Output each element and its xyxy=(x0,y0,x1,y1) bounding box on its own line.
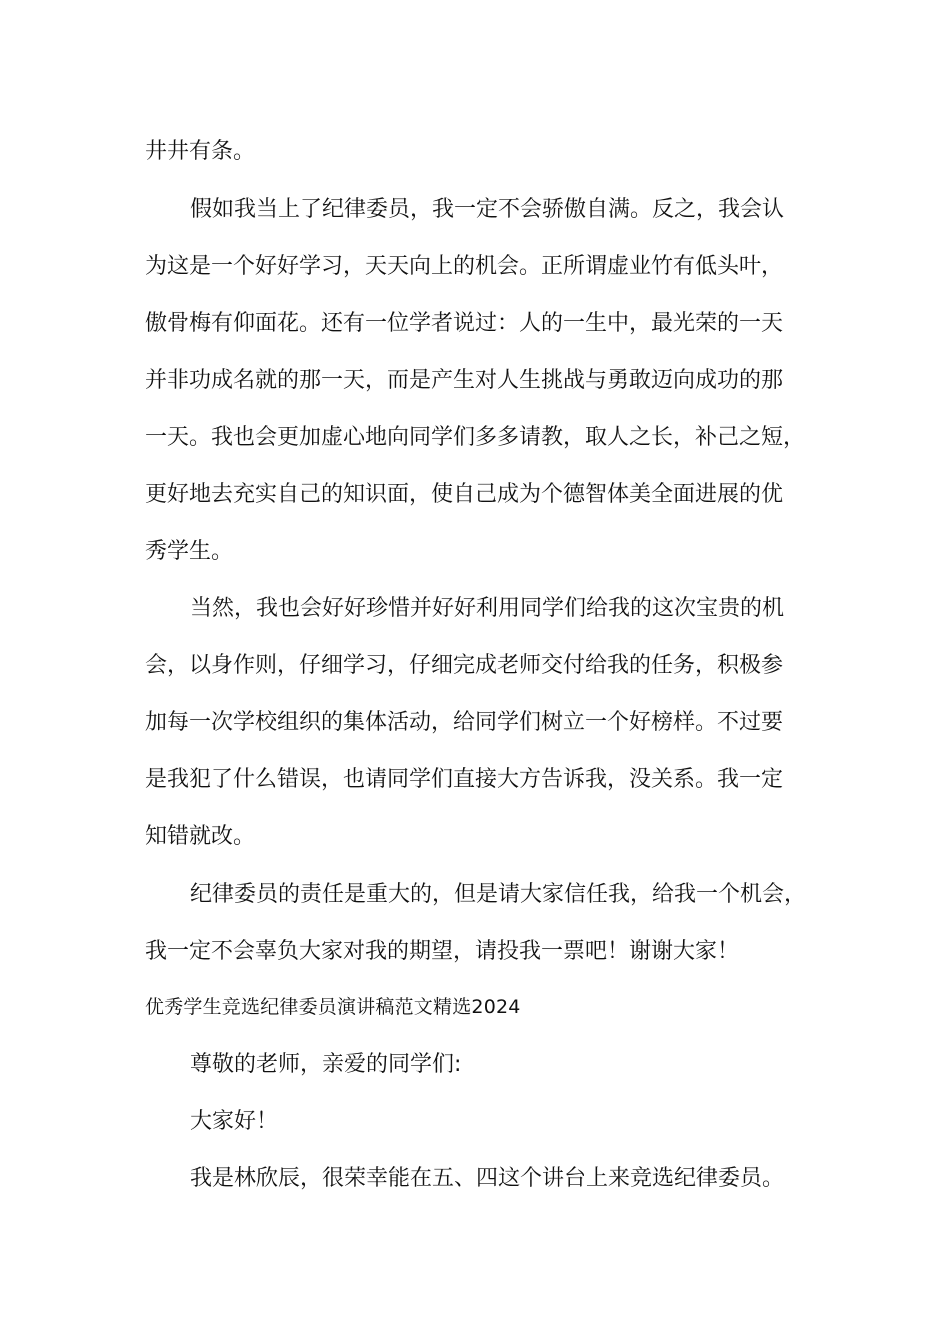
text-line: 秀学生。 xyxy=(145,539,234,564)
text-line: 我一定不会辜负大家对我的期望，请投我一票吧！谢谢大家！ xyxy=(145,939,740,964)
text-line: 为这是一个好好学习，天天向上的机会。正所谓虚业竹有低头叶， xyxy=(145,254,784,279)
text-line: 会，以身作则，仔细学习，仔细完成老师交付给我的任务，积极参 xyxy=(145,653,784,678)
paragraph-first-line: 纪律委员的责任是重大的，但是请大家信任我，给我一个机会， xyxy=(190,882,807,907)
text-line: 是我犯了什么错误，也请同学们直接大方告诉我，没关系。我一定 xyxy=(145,767,784,792)
section-heading: 优秀学生竞选纪律委员演讲稿范文精选2024 xyxy=(145,996,521,1018)
text-line: 井井有条。 xyxy=(145,139,256,164)
greeting: 大家好！ xyxy=(190,1109,279,1134)
salutation: 尊敬的老师，亲爱的同学们: xyxy=(190,1052,462,1077)
paragraph-first-line: 我是林欣辰，很荣幸能在五、四这个讲台上来竞选纪律委员。 xyxy=(190,1166,785,1191)
text-line: 傲骨梅有仰面花。还有一位学者说过：人的一生中，最光荣的一天 xyxy=(145,311,784,336)
text-line: 一天。我也会更加虚心地向同学们多多请教，取人之长，补己之短， xyxy=(145,425,806,450)
text-line: 知错就改。 xyxy=(145,824,256,849)
text-line: 加每一次学校组织的集体活动，给同学们树立一个好榜样。不过要 xyxy=(145,710,784,735)
text-line: 更好地去充实自己的知识面，使自己成为个德智体美全面进展的优 xyxy=(145,482,784,507)
paragraph-first-line: 当然，我也会好好珍惜并好好利用同学们给我的这次宝贵的机 xyxy=(190,596,785,621)
paragraph-first-line: 假如我当上了纪律委员，我一定不会骄傲自满。反之，我会认 xyxy=(190,197,785,222)
text-line: 并非功成名就的那一天，而是产生对人生挑战与勇敢迈向成功的那 xyxy=(145,368,784,393)
